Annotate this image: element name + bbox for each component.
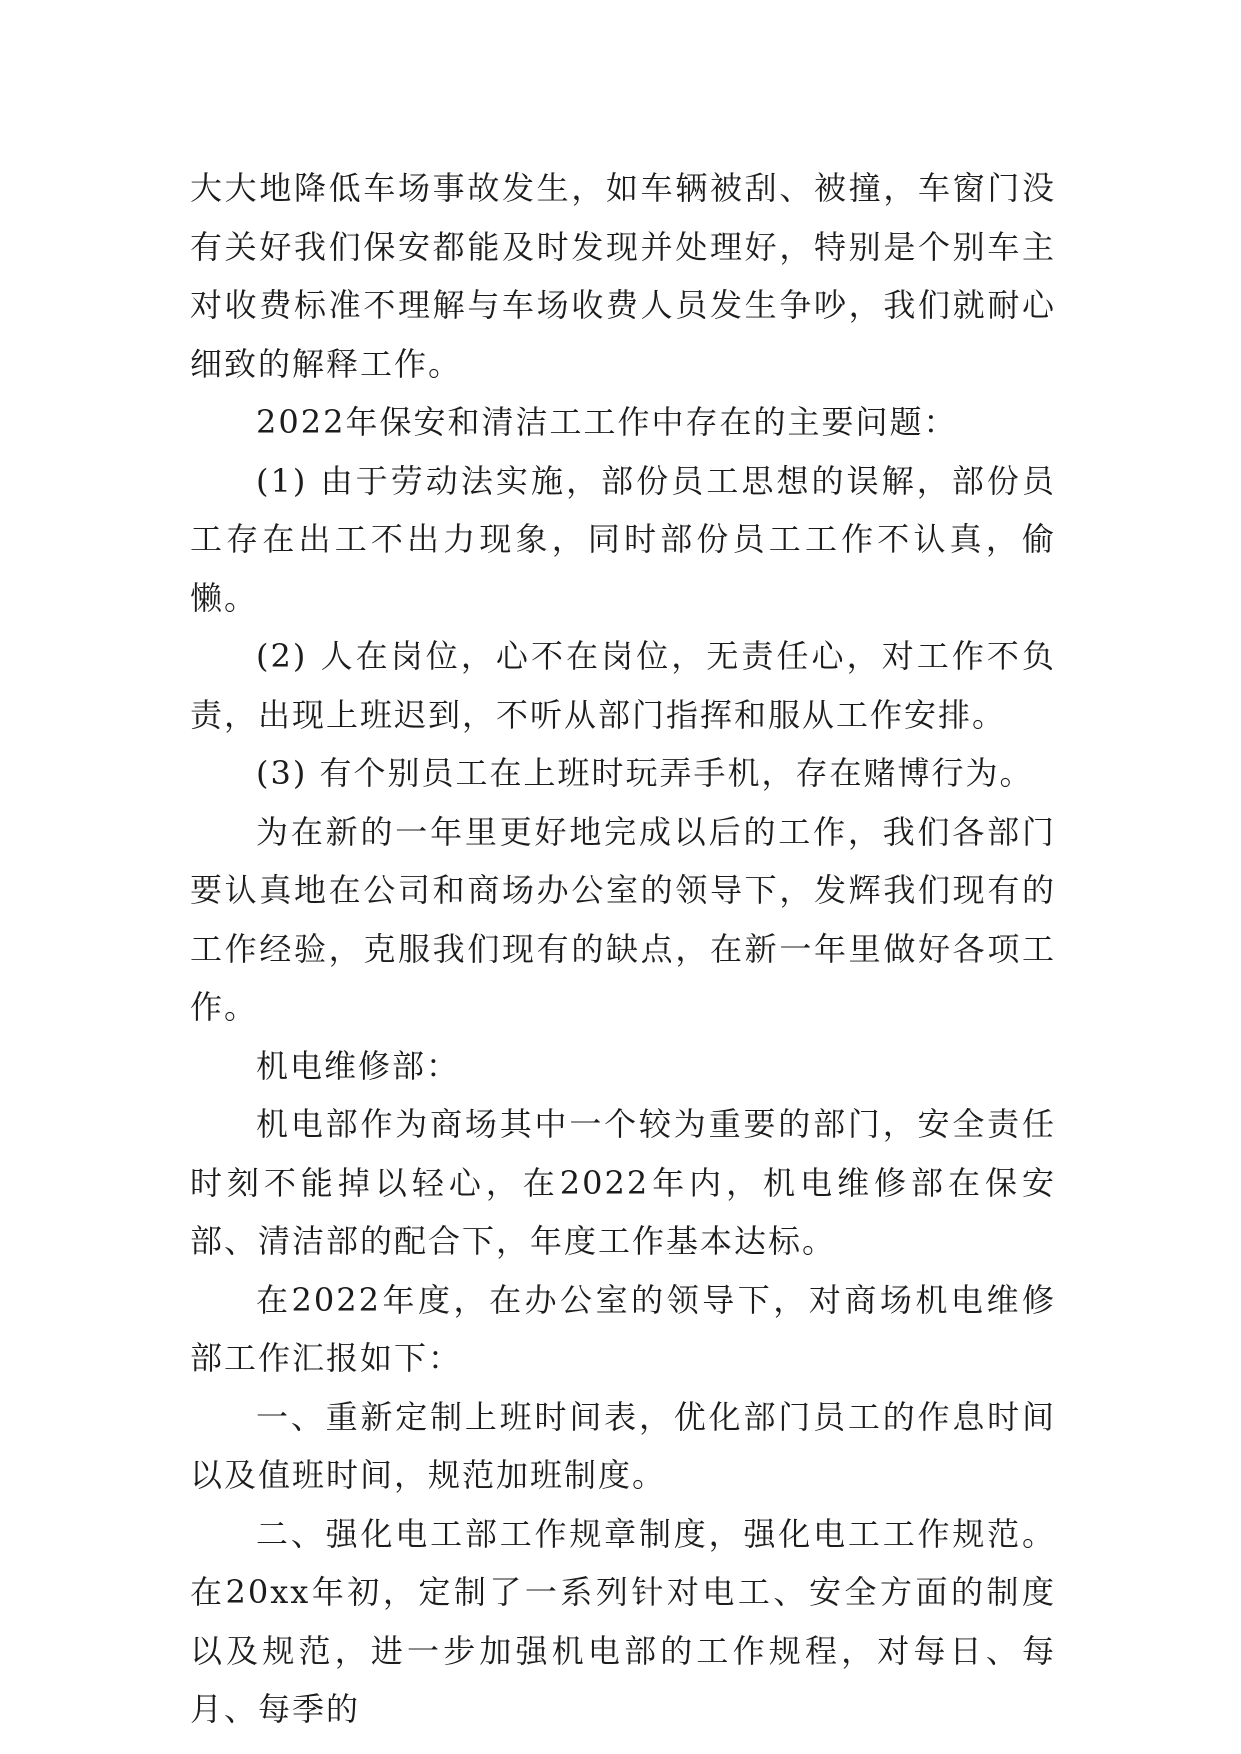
paragraph: 二、强化电工部工作规章制度，强化电工工作规范。在20xx年初，定制了一系列针对电工、安全方面的制度以及规范，进一步加强机电部的工作规程，对每日、每月、每季的	[190, 1514, 1056, 1728]
paragraph: 在2022年度，在办公室的领导下，对商场机电维修部工作汇报如下：	[190, 1280, 1056, 1377]
paragraph: 一、重新定制上班时间表，优化部门员工的作息时间以及值班时间，规范加班制度。	[190, 1397, 1056, 1494]
section-heading: 机电维修部：	[256, 1046, 461, 1085]
paragraph: (2) 人在岗位，心不在岗位，无责任心，对工作不负责，出现上班迟到，不听从部门指挥和服从工作安排。	[190, 637, 1056, 734]
paragraph: 为在新的一年里更好地完成以后的工作，我们各部门要认真地在公司和商场办公室的领导下，发辉我们现有的工作经验，克服我们现有的缺点，在新一年里做好各项工作。	[190, 812, 1056, 1026]
paragraph: 大大地降低车场事故发生，如车辆被刮、被撞，车窗门没有关好我们保安都能及时发现并处理好，特别是个别车主对收费标准不理解与车场收费人员发生争吵，我们就耐心细致的解释工作。	[190, 169, 1056, 383]
paragraph: 机电部作为商场其中一个较为重要的部门，安全责任时刻不能掉以轻心，在2022年内，机电维修部在保安部、清洁部的配合下，年度工作基本达标。	[190, 1105, 1056, 1260]
paragraph: 2022年保安和清洁工工作中存在的主要问题：	[256, 403, 958, 441]
document-body	[190, 159, 1056, 1739]
paragraph: (1) 由于劳动法实施，部份员工思想的误解，部份员工存在出工不出力现象，同时部份员工工作不认真，偷懒。	[190, 461, 1056, 617]
paragraph: (3) 有个别员工在上班时玩弄手机，存在赌博行为。	[256, 754, 1034, 792]
